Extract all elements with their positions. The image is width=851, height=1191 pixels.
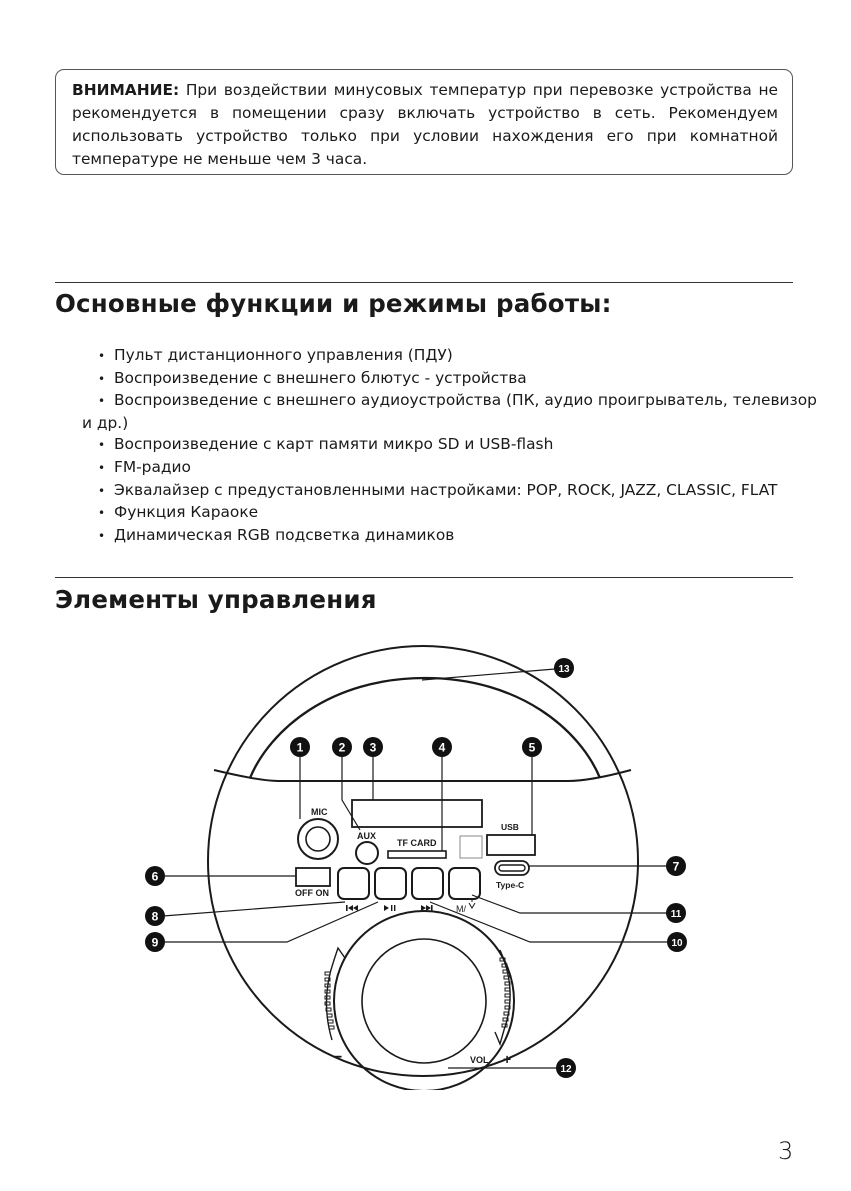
volume-knob[interactable] xyxy=(362,939,486,1063)
usb-label: USB xyxy=(501,822,519,832)
aux-label: AUX xyxy=(357,831,377,841)
functions-heading: Основные функции и режимы работы: xyxy=(55,289,612,318)
mode-button[interactable] xyxy=(449,868,480,899)
vol-label: VOL xyxy=(470,1055,489,1065)
page-number: 3 xyxy=(778,1137,794,1165)
type-c-label: Type-C xyxy=(496,880,525,890)
power-switch[interactable] xyxy=(296,868,330,886)
prev-icon xyxy=(346,905,358,911)
callout-8 xyxy=(145,906,165,926)
feature-item: • Функция Караоке xyxy=(98,502,798,525)
svg-text:7: 7 xyxy=(672,859,680,874)
ir-sensor xyxy=(460,836,482,858)
mode-label: M/ xyxy=(456,904,466,914)
svg-text:13: 13 xyxy=(558,664,570,675)
feature-item: • Эквалайзер с предустановленными настройками: POP, ROCK, JAZZ, CLASSIC, FLAT xyxy=(98,480,798,503)
feature-list xyxy=(82,345,817,547)
usb-port[interactable] xyxy=(487,835,535,855)
callout-5 xyxy=(522,737,542,757)
play-pause-icon xyxy=(384,905,395,911)
handle-band xyxy=(214,770,631,781)
svg-text:9: 9 xyxy=(151,935,159,950)
vol-minus-label: − xyxy=(333,1049,343,1066)
callout-12 xyxy=(556,1058,576,1078)
tf-card-slot[interactable] xyxy=(388,851,446,858)
warning-box xyxy=(55,69,793,175)
feature-item: • Динамическая RGB подсветка динамиков xyxy=(98,525,798,548)
callout-13 xyxy=(554,658,574,678)
svg-text:11: 11 xyxy=(670,909,682,920)
bullet-icon: • xyxy=(98,349,106,363)
feature-item: • Пульт дистанционного управления (ПДУ) xyxy=(98,345,798,368)
bullet-icon: • xyxy=(98,394,106,409)
svg-text:6: 6 xyxy=(151,869,159,884)
speaker-diagram xyxy=(0,630,851,1090)
svg-text:8: 8 xyxy=(151,909,159,924)
callout-10 xyxy=(667,932,687,952)
callout-11 xyxy=(666,903,686,923)
svg-text:2: 2 xyxy=(338,740,346,755)
callout-4 xyxy=(432,737,452,757)
callout-2 xyxy=(332,737,352,757)
feature-item-continuation: и др.) xyxy=(82,413,129,432)
svg-text:3: 3 xyxy=(369,740,377,755)
svg-text:4: 4 xyxy=(438,740,446,755)
type-c-port[interactable] xyxy=(495,861,529,875)
callout-7 xyxy=(666,856,686,876)
svg-text:1: 1 xyxy=(296,740,304,755)
tf-card-label: TF CARD xyxy=(397,838,437,848)
feature-item: • Воспроизведение с внешнего блютус - устройства xyxy=(98,368,798,391)
warning-label: ВНИМАНИЕ: xyxy=(72,81,180,99)
svg-text:10: 10 xyxy=(671,938,683,949)
display-screen xyxy=(352,800,482,827)
section-divider xyxy=(55,577,793,578)
feature-item: • Воспроизведение с внешнего аудиоустройства (ПК, аудио проигрыватель, телевизор xyxy=(98,390,798,413)
handle-opening xyxy=(250,678,600,778)
mic-jack[interactable] xyxy=(298,819,338,859)
svg-text:12: 12 xyxy=(560,1064,572,1075)
warning-body: При воздействии минусовых температур при перевозке устройства не рекомендуется в помещении сразу включать устройство в сеть. Рекомендуем использовать устройство только при условии нахождения его при комнатной температуре не меньше чем 3 часа. xyxy=(72,81,778,168)
svg-text:5: 5 xyxy=(528,740,536,755)
vol-plus-label: + xyxy=(503,1051,512,1067)
bullet-icon: • xyxy=(98,371,106,386)
controls-heading: Элементы управления xyxy=(55,585,377,614)
light-icon xyxy=(469,900,475,908)
off-on-label: OFF ON xyxy=(295,888,329,898)
bullet-icon: • xyxy=(98,483,106,498)
play-pause-button[interactable] xyxy=(375,868,406,899)
aux-jack[interactable] xyxy=(356,842,378,864)
callout-1 xyxy=(290,737,310,757)
section-divider xyxy=(55,282,793,283)
prev-button[interactable] xyxy=(338,868,369,899)
callout-6 xyxy=(145,866,165,886)
next-button[interactable] xyxy=(412,868,443,899)
bullet-icon: • xyxy=(98,460,106,475)
feature-item: • FM-радио xyxy=(98,457,798,480)
bullet-icon: • xyxy=(98,528,106,543)
warning-text xyxy=(72,79,778,171)
mic-label: MIC xyxy=(311,807,328,817)
bullet-icon: • xyxy=(98,438,106,453)
bullet-icon: • xyxy=(98,506,106,521)
callout-9 xyxy=(145,932,165,952)
callout-3 xyxy=(363,737,383,757)
feature-item: • Воспроизведение с карт памяти микро SD и USB-flash xyxy=(98,434,798,457)
speaker-body-outline xyxy=(208,646,638,1076)
